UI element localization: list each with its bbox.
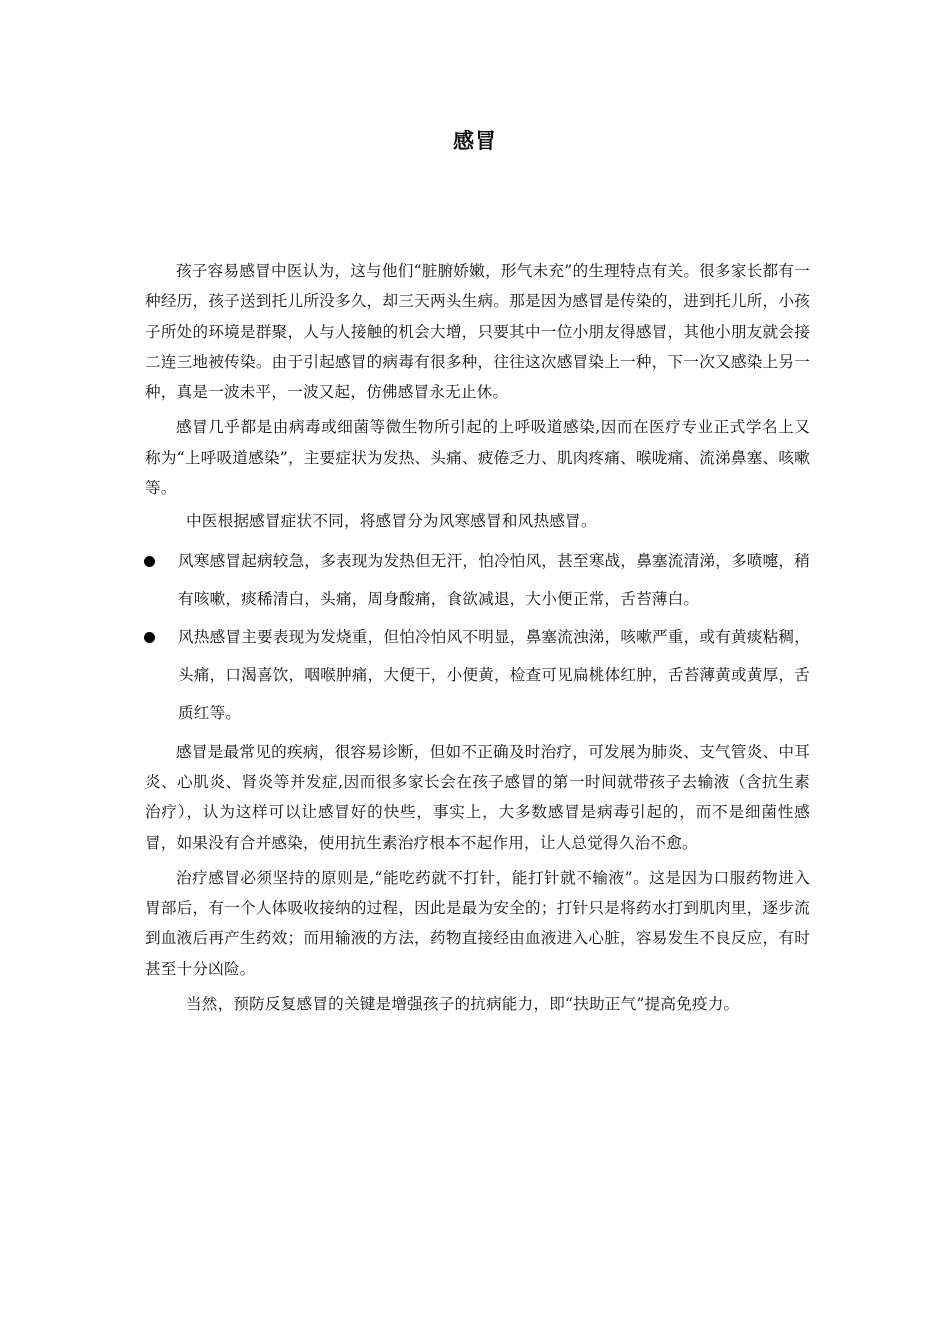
document-body [145,256,810,1019]
paragraph-definition: 感冒几乎都是由病毒或细菌等微生物所引起的上呼吸道感染,因而在医疗专业正式学名上又称为“上呼吸道感染”，主要症状为发热、头痛、疲倦乏力、肌肉疼痛、喉咙痛、流涕鼻塞、咳嗽等。 [145,418,810,498]
symptom-list [145,542,810,732]
page-title: 感冒 [453,129,497,153]
paragraph-intro: 孩子容易感冒中医认为，这与他们“脏腑娇嫩，形气未充”的生理特点有关。很多家长都有一种经历，孩子送到托儿所没多久，却三天两头生病。那是因为感冒是传染的，进到托儿所，小孩子所处的环境是群聚，人与人接触的机会大增，只要其中一位小朋友得感冒，其他小朋友就会接二连三地被传染。由于引起感冒的病毒有很多种，往往这次感冒染上一种，下一次又感染上另一种，真是一波未平，一波又起，仿佛感冒永无止休。 [145,262,810,402]
paragraph-classification: 中医根据感冒症状不同，将感冒分为风寒感冒和风热感冒。 [186,512,597,531]
bullet-icon [144,556,155,567]
list-item-text: 风热感冒主要表现为发烧重，但怕冷怕风不明显，鼻塞流浊涕，咳嗽严重，或有黄痰粘稠，头痛，口渴喜饮，咽喉肿痛，大便干，小便黄，检查可见扁桃体红肿，舌苔薄黄或黄厚，舌质红等。 [178,627,810,722]
list-item-wind-cold [145,542,810,618]
list-item-wind-heat [145,618,810,732]
list-item-text: 风寒感冒起病较急，多表现为发热但无汗，怕冷怕风，甚至寒战，鼻塞流清涕，多喷嚏，稍有咳嗽，痰稀清白，头痛，周身酸痛，食欲减退，大小便正常，舌苔薄白。 [178,551,810,608]
paragraph-treatment-principle: 治疗感冒必须坚持的原则是,“能吃药就不打针，能打针就不输液”。这是因为口服药物进入胃部后，有一个人体吸收接纳的过程，因此是最为安全的；打针只是将药水打到肌肉里，逐步流到血液后再产生药效；而用输液的方法，药物直接经由血液进入心脏，容易发生不良反应，有时甚至十分凶险。 [145,868,810,978]
paragraph-complications: 感冒是最常见的疾病，很容易诊断，但如不正确及时治疗，可发展为肺炎、支气管炎、中耳炎、心肌炎、肾炎等并发症,因而很多家长会在孩子感冒的第一时间就带孩子去输液（含抗生素治疗），认为这样可以让感冒好的快些，事实上，大多数感冒是病毒引起的，而不是细菌性感冒，如果没有合并感染，使用抗生素治疗根本不起作用，让人总觉得久治不愈。 [145,742,810,852]
paragraph-prevention: 当然，预防反复感冒的关键是增强孩子的抗病能力，即“扶助正气”提高免疫力。 [186,995,740,1014]
bullet-icon [144,632,155,643]
